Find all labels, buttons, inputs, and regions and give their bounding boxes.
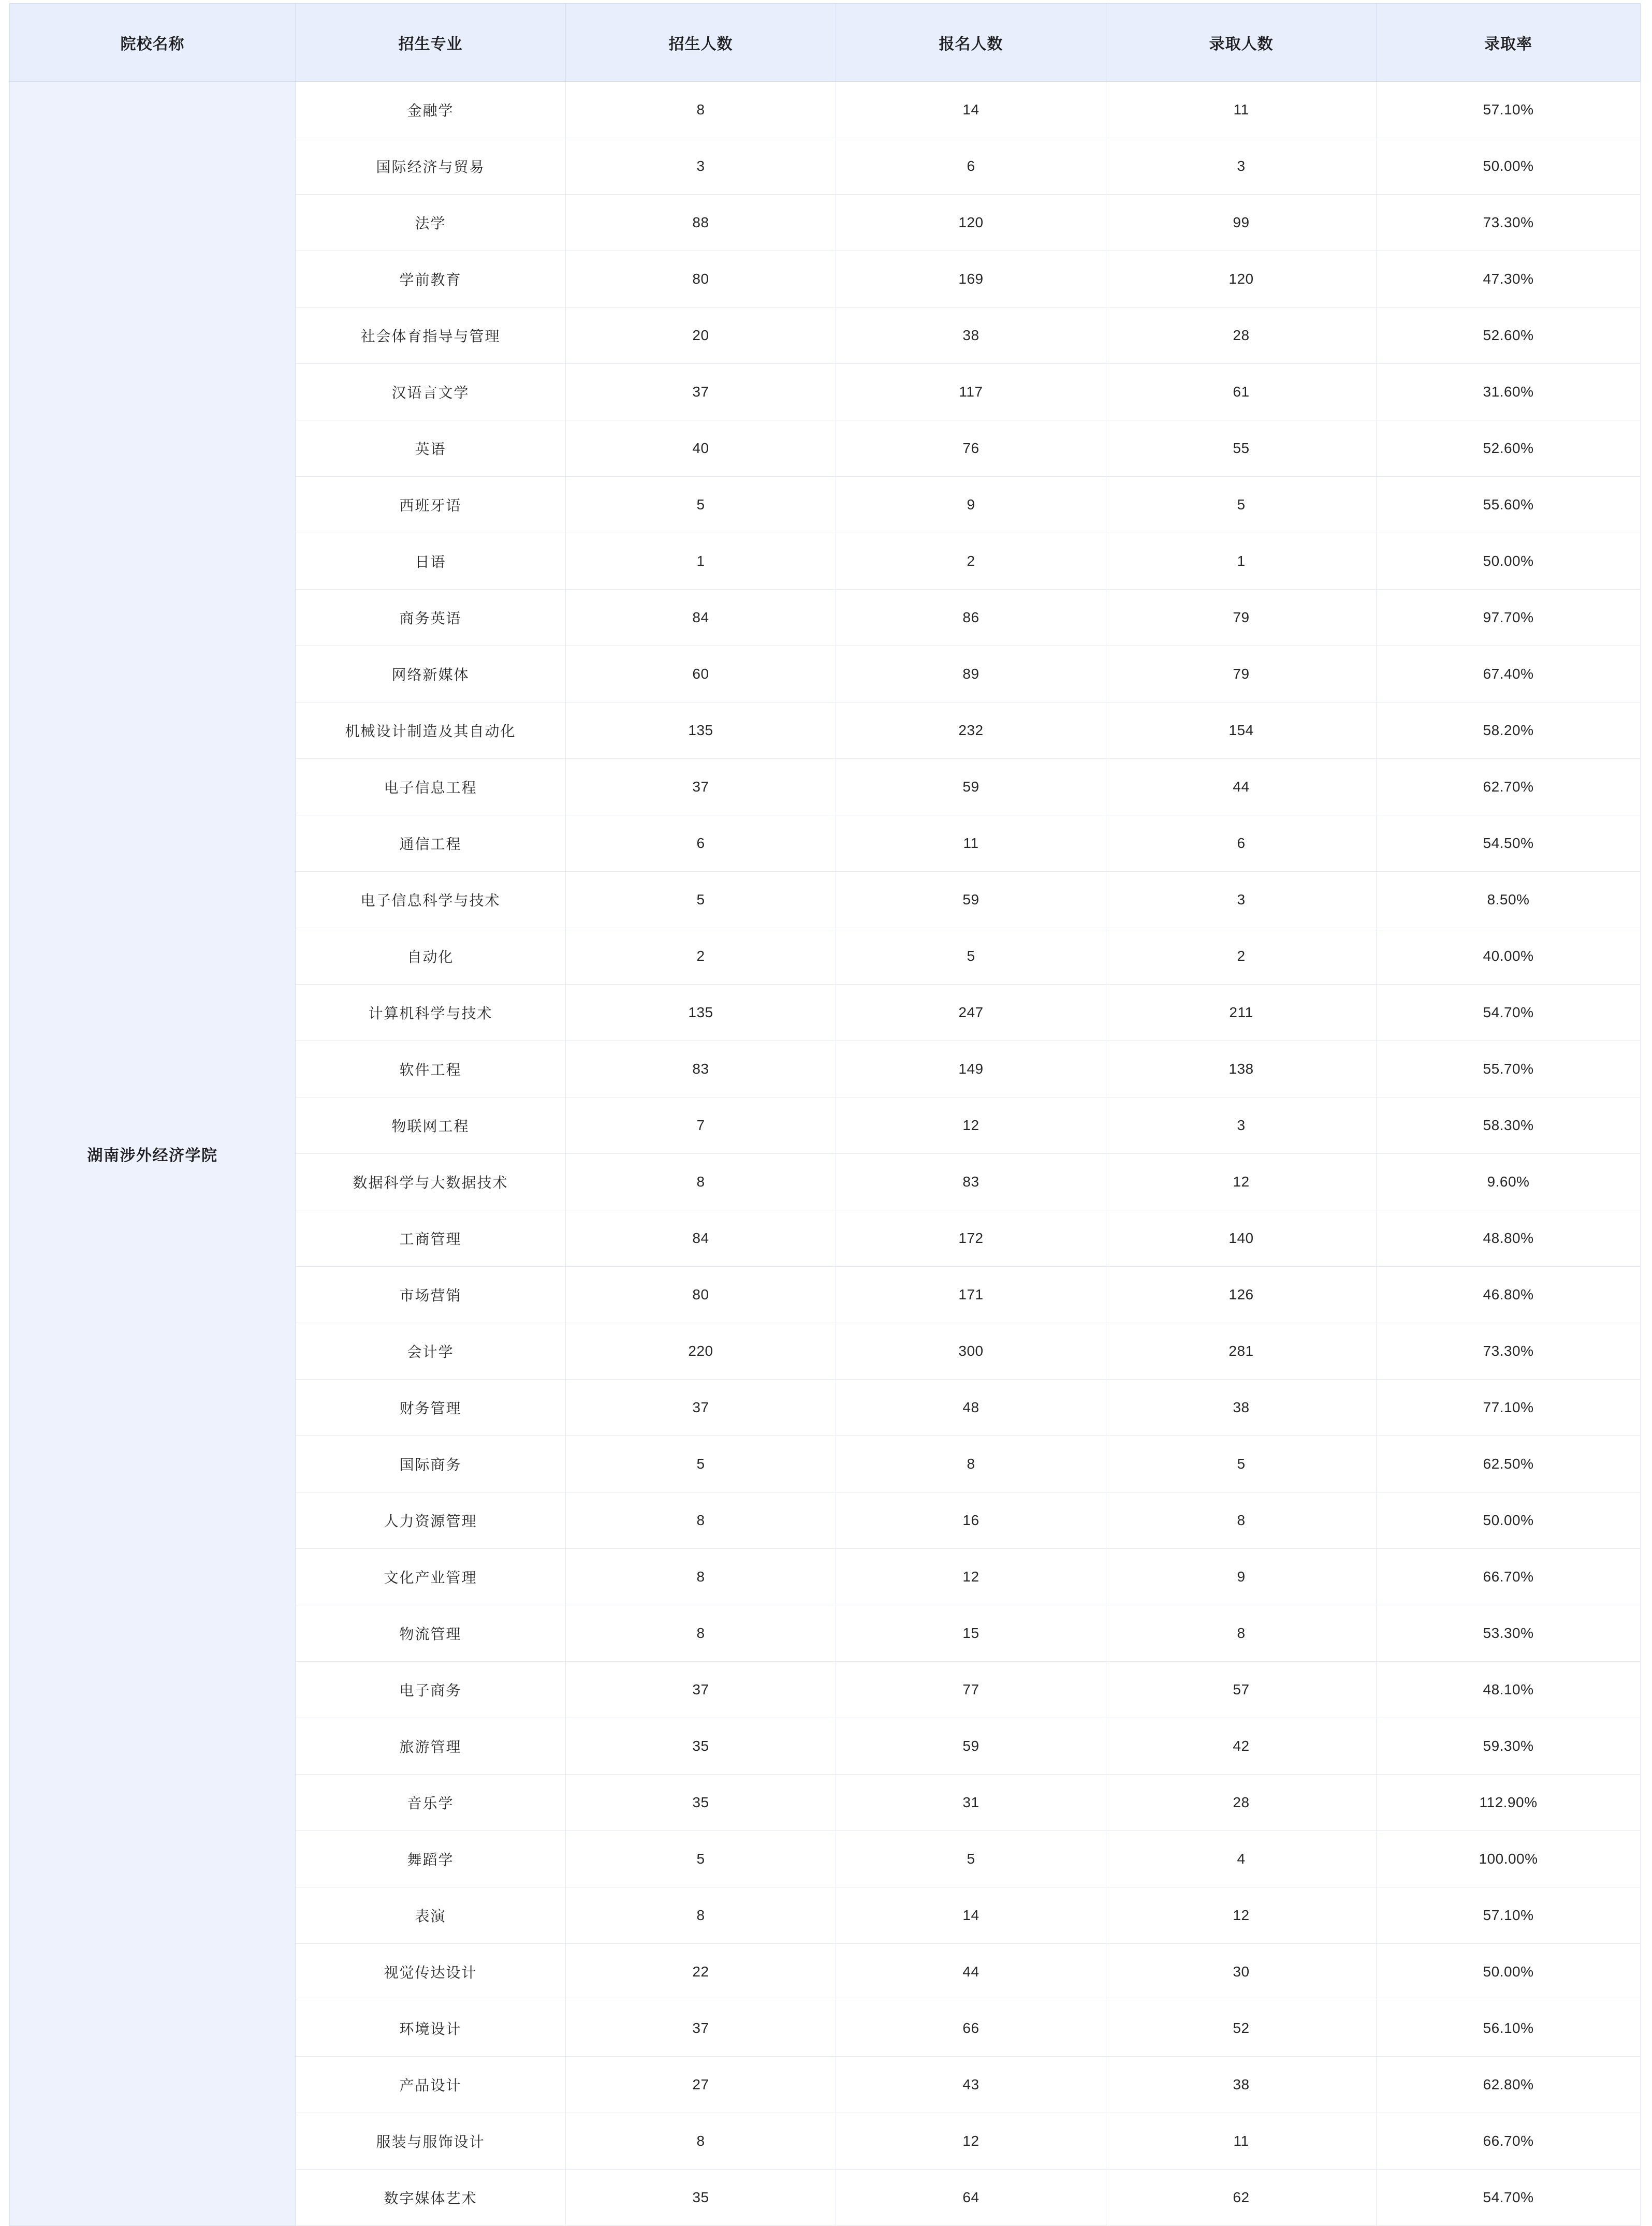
admit-rate-cell: 40.00% bbox=[1377, 928, 1641, 985]
apply-count-cell: 12 bbox=[836, 2113, 1106, 2170]
admit-count-cell: 61 bbox=[1106, 364, 1377, 420]
plan-count-cell: 5 bbox=[566, 477, 836, 533]
admit-count-cell: 154 bbox=[1106, 702, 1377, 759]
admit-rate-cell: 56.10% bbox=[1377, 2000, 1641, 2057]
major-name-cell: 表演 bbox=[296, 1887, 566, 1944]
plan-count-cell: 7 bbox=[566, 1097, 836, 1154]
table-header bbox=[10, 4, 1641, 82]
admit-rate-cell: 55.70% bbox=[1377, 1041, 1641, 1097]
plan-count-cell: 6 bbox=[566, 815, 836, 872]
plan-count-cell: 8 bbox=[566, 1492, 836, 1549]
major-name-cell: 汉语言文学 bbox=[296, 364, 566, 420]
admit-count-cell: 11 bbox=[1106, 82, 1377, 138]
apply-count-cell: 14 bbox=[836, 82, 1106, 138]
major-name-cell: 金融学 bbox=[296, 82, 566, 138]
admit-count-cell: 8 bbox=[1106, 1492, 1377, 1549]
admit-count-cell: 5 bbox=[1106, 477, 1377, 533]
apply-count-cell: 120 bbox=[836, 195, 1106, 251]
apply-count-cell: 8 bbox=[836, 1436, 1106, 1492]
column-header-school: 院校名称 bbox=[10, 4, 296, 82]
major-name-cell: 产品设计 bbox=[296, 2057, 566, 2113]
admit-rate-cell: 50.00% bbox=[1377, 1492, 1641, 1549]
major-name-cell: 英语 bbox=[296, 420, 566, 477]
admit-count-cell: 28 bbox=[1106, 307, 1377, 364]
admit-rate-cell: 50.00% bbox=[1377, 1944, 1641, 2000]
major-name-cell: 自动化 bbox=[296, 928, 566, 985]
apply-count-cell: 169 bbox=[836, 251, 1106, 307]
admit-count-cell: 3 bbox=[1106, 138, 1377, 195]
admit-rate-cell: 112.90% bbox=[1377, 1775, 1641, 1831]
plan-count-cell: 5 bbox=[566, 1436, 836, 1492]
admit-rate-cell: 31.60% bbox=[1377, 364, 1641, 420]
admit-rate-cell: 57.10% bbox=[1377, 1887, 1641, 1944]
plan-count-cell: 3 bbox=[566, 138, 836, 195]
admit-count-cell: 138 bbox=[1106, 1041, 1377, 1097]
major-name-cell: 社会体育指导与管理 bbox=[296, 307, 566, 364]
admit-count-cell: 5 bbox=[1106, 1436, 1377, 1492]
column-header-apply-count: 报名人数 bbox=[836, 4, 1106, 82]
admit-count-cell: 120 bbox=[1106, 251, 1377, 307]
plan-count-cell: 135 bbox=[566, 702, 836, 759]
plan-count-cell: 35 bbox=[566, 1775, 836, 1831]
plan-count-cell: 5 bbox=[566, 1831, 836, 1887]
admit-count-cell: 9 bbox=[1106, 1549, 1377, 1605]
apply-count-cell: 300 bbox=[836, 1323, 1106, 1380]
admit-rate-cell: 54.70% bbox=[1377, 985, 1641, 1041]
admit-count-cell: 11 bbox=[1106, 2113, 1377, 2170]
admit-count-cell: 281 bbox=[1106, 1323, 1377, 1380]
admit-rate-cell: 55.60% bbox=[1377, 477, 1641, 533]
plan-count-cell: 80 bbox=[566, 251, 836, 307]
admit-rate-cell: 52.60% bbox=[1377, 420, 1641, 477]
major-name-cell: 法学 bbox=[296, 195, 566, 251]
major-name-cell: 会计学 bbox=[296, 1323, 566, 1380]
admit-rate-cell: 67.40% bbox=[1377, 646, 1641, 702]
plan-count-cell: 1 bbox=[566, 533, 836, 590]
plan-count-cell: 2 bbox=[566, 928, 836, 985]
admit-rate-cell: 46.80% bbox=[1377, 1267, 1641, 1323]
plan-count-cell: 8 bbox=[566, 1887, 836, 1944]
apply-count-cell: 9 bbox=[836, 477, 1106, 533]
apply-count-cell: 12 bbox=[836, 1549, 1106, 1605]
apply-count-cell: 171 bbox=[836, 1267, 1106, 1323]
major-name-cell: 文化产业管理 bbox=[296, 1549, 566, 1605]
major-name-cell: 音乐学 bbox=[296, 1775, 566, 1831]
admit-rate-cell: 54.50% bbox=[1377, 815, 1641, 872]
plan-count-cell: 135 bbox=[566, 985, 836, 1041]
plan-count-cell: 27 bbox=[566, 2057, 836, 2113]
apply-count-cell: 15 bbox=[836, 1605, 1106, 1662]
plan-count-cell: 37 bbox=[566, 2000, 836, 2057]
admit-rate-cell: 62.80% bbox=[1377, 2057, 1641, 2113]
major-name-cell: 财务管理 bbox=[296, 1380, 566, 1436]
major-name-cell: 数据科学与大数据技术 bbox=[296, 1154, 566, 1210]
plan-count-cell: 20 bbox=[566, 307, 836, 364]
apply-count-cell: 86 bbox=[836, 590, 1106, 646]
apply-count-cell: 64 bbox=[836, 2170, 1106, 2226]
admit-count-cell: 3 bbox=[1106, 872, 1377, 928]
admit-count-cell: 38 bbox=[1106, 1380, 1377, 1436]
admit-rate-cell: 50.00% bbox=[1377, 138, 1641, 195]
admit-count-cell: 44 bbox=[1106, 759, 1377, 815]
major-name-cell: 旅游管理 bbox=[296, 1718, 566, 1775]
admit-count-cell: 57 bbox=[1106, 1662, 1377, 1718]
apply-count-cell: 89 bbox=[836, 646, 1106, 702]
admit-count-cell: 28 bbox=[1106, 1775, 1377, 1831]
apply-count-cell: 77 bbox=[836, 1662, 1106, 1718]
column-header-admit-count: 录取人数 bbox=[1106, 4, 1377, 82]
admit-rate-cell: 58.20% bbox=[1377, 702, 1641, 759]
apply-count-cell: 14 bbox=[836, 1887, 1106, 1944]
plan-count-cell: 8 bbox=[566, 82, 836, 138]
plan-count-cell: 8 bbox=[566, 1549, 836, 1605]
admit-rate-cell: 73.30% bbox=[1377, 195, 1641, 251]
major-name-cell: 工商管理 bbox=[296, 1210, 566, 1267]
admit-rate-cell: 66.70% bbox=[1377, 2113, 1641, 2170]
admit-rate-cell: 62.70% bbox=[1377, 759, 1641, 815]
major-name-cell: 软件工程 bbox=[296, 1041, 566, 1097]
major-name-cell: 网络新媒体 bbox=[296, 646, 566, 702]
plan-count-cell: 35 bbox=[566, 1718, 836, 1775]
apply-count-cell: 5 bbox=[836, 928, 1106, 985]
admit-count-cell: 8 bbox=[1106, 1605, 1377, 1662]
admit-count-cell: 12 bbox=[1106, 1154, 1377, 1210]
major-name-cell: 国际商务 bbox=[296, 1436, 566, 1492]
major-name-cell: 国际经济与贸易 bbox=[296, 138, 566, 195]
plan-count-cell: 22 bbox=[566, 1944, 836, 2000]
admit-count-cell: 3 bbox=[1106, 1097, 1377, 1154]
apply-count-cell: 172 bbox=[836, 1210, 1106, 1267]
admit-count-cell: 55 bbox=[1106, 420, 1377, 477]
plan-count-cell: 40 bbox=[566, 420, 836, 477]
apply-count-cell: 59 bbox=[836, 1718, 1106, 1775]
apply-count-cell: 12 bbox=[836, 1097, 1106, 1154]
major-name-cell: 电子信息科学与技术 bbox=[296, 872, 566, 928]
major-name-cell: 通信工程 bbox=[296, 815, 566, 872]
column-header-admit-rate: 录取率 bbox=[1377, 4, 1641, 82]
apply-count-cell: 6 bbox=[836, 138, 1106, 195]
admit-rate-cell: 57.10% bbox=[1377, 82, 1641, 138]
apply-count-cell: 59 bbox=[836, 872, 1106, 928]
major-name-cell: 人力资源管理 bbox=[296, 1492, 566, 1549]
major-name-cell: 计算机科学与技术 bbox=[296, 985, 566, 1041]
plan-count-cell: 8 bbox=[566, 2113, 836, 2170]
major-name-cell: 商务英语 bbox=[296, 590, 566, 646]
apply-count-cell: 76 bbox=[836, 420, 1106, 477]
plan-count-cell: 37 bbox=[566, 1380, 836, 1436]
admit-count-cell: 62 bbox=[1106, 2170, 1377, 2226]
admit-count-cell: 211 bbox=[1106, 985, 1377, 1041]
plan-count-cell: 80 bbox=[566, 1267, 836, 1323]
admit-rate-cell: 66.70% bbox=[1377, 1549, 1641, 1605]
apply-count-cell: 232 bbox=[836, 702, 1106, 759]
apply-count-cell: 11 bbox=[836, 815, 1106, 872]
apply-count-cell: 16 bbox=[836, 1492, 1106, 1549]
apply-count-cell: 48 bbox=[836, 1380, 1106, 1436]
major-name-cell: 物联网工程 bbox=[296, 1097, 566, 1154]
admit-count-cell: 6 bbox=[1106, 815, 1377, 872]
admit-rate-cell: 48.80% bbox=[1377, 1210, 1641, 1267]
column-header-major: 招生专业 bbox=[296, 4, 566, 82]
plan-count-cell: 37 bbox=[566, 759, 836, 815]
school-name-cell: 湖南涉外经济学院 bbox=[10, 82, 296, 2226]
admit-count-cell: 12 bbox=[1106, 1887, 1377, 1944]
apply-count-cell: 59 bbox=[836, 759, 1106, 815]
admit-rate-cell: 53.30% bbox=[1377, 1605, 1641, 1662]
apply-count-cell: 43 bbox=[836, 2057, 1106, 2113]
admit-rate-cell: 8.50% bbox=[1377, 872, 1641, 928]
plan-count-cell: 5 bbox=[566, 872, 836, 928]
major-name-cell: 机械设计制造及其自动化 bbox=[296, 702, 566, 759]
admit-count-cell: 30 bbox=[1106, 1944, 1377, 2000]
admit-count-cell: 140 bbox=[1106, 1210, 1377, 1267]
apply-count-cell: 83 bbox=[836, 1154, 1106, 1210]
apply-count-cell: 149 bbox=[836, 1041, 1106, 1097]
admit-count-cell: 79 bbox=[1106, 646, 1377, 702]
admit-count-cell: 38 bbox=[1106, 2057, 1377, 2113]
major-name-cell: 服装与服饰设计 bbox=[296, 2113, 566, 2170]
plan-count-cell: 8 bbox=[566, 1154, 836, 1210]
major-name-cell: 日语 bbox=[296, 533, 566, 590]
admit-count-cell: 52 bbox=[1106, 2000, 1377, 2057]
enrollment-statistics-table bbox=[9, 3, 1641, 2226]
plan-count-cell: 84 bbox=[566, 1210, 836, 1267]
apply-count-cell: 31 bbox=[836, 1775, 1106, 1831]
admit-count-cell: 126 bbox=[1106, 1267, 1377, 1323]
plan-count-cell: 84 bbox=[566, 590, 836, 646]
admit-rate-cell: 52.60% bbox=[1377, 307, 1641, 364]
table-row bbox=[10, 82, 1641, 138]
admit-rate-cell: 9.60% bbox=[1377, 1154, 1641, 1210]
plan-count-cell: 37 bbox=[566, 1662, 836, 1718]
admit-count-cell: 42 bbox=[1106, 1718, 1377, 1775]
admit-count-cell: 99 bbox=[1106, 195, 1377, 251]
column-header-plan-count: 招生人数 bbox=[566, 4, 836, 82]
plan-count-cell: 37 bbox=[566, 364, 836, 420]
plan-count-cell: 220 bbox=[566, 1323, 836, 1380]
table-header-row bbox=[10, 4, 1641, 82]
plan-count-cell: 88 bbox=[566, 195, 836, 251]
admit-rate-cell: 50.00% bbox=[1377, 533, 1641, 590]
major-name-cell: 西班牙语 bbox=[296, 477, 566, 533]
major-name-cell: 电子信息工程 bbox=[296, 759, 566, 815]
admit-rate-cell: 77.10% bbox=[1377, 1380, 1641, 1436]
admit-rate-cell: 73.30% bbox=[1377, 1323, 1641, 1380]
major-name-cell: 环境设计 bbox=[296, 2000, 566, 2057]
admit-rate-cell: 62.50% bbox=[1377, 1436, 1641, 1492]
admit-rate-cell: 100.00% bbox=[1377, 1831, 1641, 1887]
admit-rate-cell: 54.70% bbox=[1377, 2170, 1641, 2226]
plan-count-cell: 83 bbox=[566, 1041, 836, 1097]
admit-rate-cell: 58.30% bbox=[1377, 1097, 1641, 1154]
table-body bbox=[10, 82, 1641, 2226]
major-name-cell: 物流管理 bbox=[296, 1605, 566, 1662]
apply-count-cell: 117 bbox=[836, 364, 1106, 420]
major-name-cell: 学前教育 bbox=[296, 251, 566, 307]
admit-count-cell: 79 bbox=[1106, 590, 1377, 646]
major-name-cell: 数字媒体艺术 bbox=[296, 2170, 566, 2226]
apply-count-cell: 44 bbox=[836, 1944, 1106, 2000]
apply-count-cell: 66 bbox=[836, 2000, 1106, 2057]
admit-count-cell: 2 bbox=[1106, 928, 1377, 985]
major-name-cell: 电子商务 bbox=[296, 1662, 566, 1718]
apply-count-cell: 247 bbox=[836, 985, 1106, 1041]
admit-rate-cell: 59.30% bbox=[1377, 1718, 1641, 1775]
plan-count-cell: 35 bbox=[566, 2170, 836, 2226]
admit-count-cell: 4 bbox=[1106, 1831, 1377, 1887]
admit-rate-cell: 47.30% bbox=[1377, 251, 1641, 307]
admit-rate-cell: 97.70% bbox=[1377, 590, 1641, 646]
plan-count-cell: 8 bbox=[566, 1605, 836, 1662]
apply-count-cell: 38 bbox=[836, 307, 1106, 364]
admit-rate-cell: 48.10% bbox=[1377, 1662, 1641, 1718]
major-name-cell: 视觉传达设计 bbox=[296, 1944, 566, 2000]
admit-count-cell: 1 bbox=[1106, 533, 1377, 590]
enrollment-table-container bbox=[0, 3, 1652, 2226]
major-name-cell: 市场营销 bbox=[296, 1267, 566, 1323]
plan-count-cell: 60 bbox=[566, 646, 836, 702]
apply-count-cell: 2 bbox=[836, 533, 1106, 590]
apply-count-cell: 5 bbox=[836, 1831, 1106, 1887]
major-name-cell: 舞蹈学 bbox=[296, 1831, 566, 1887]
